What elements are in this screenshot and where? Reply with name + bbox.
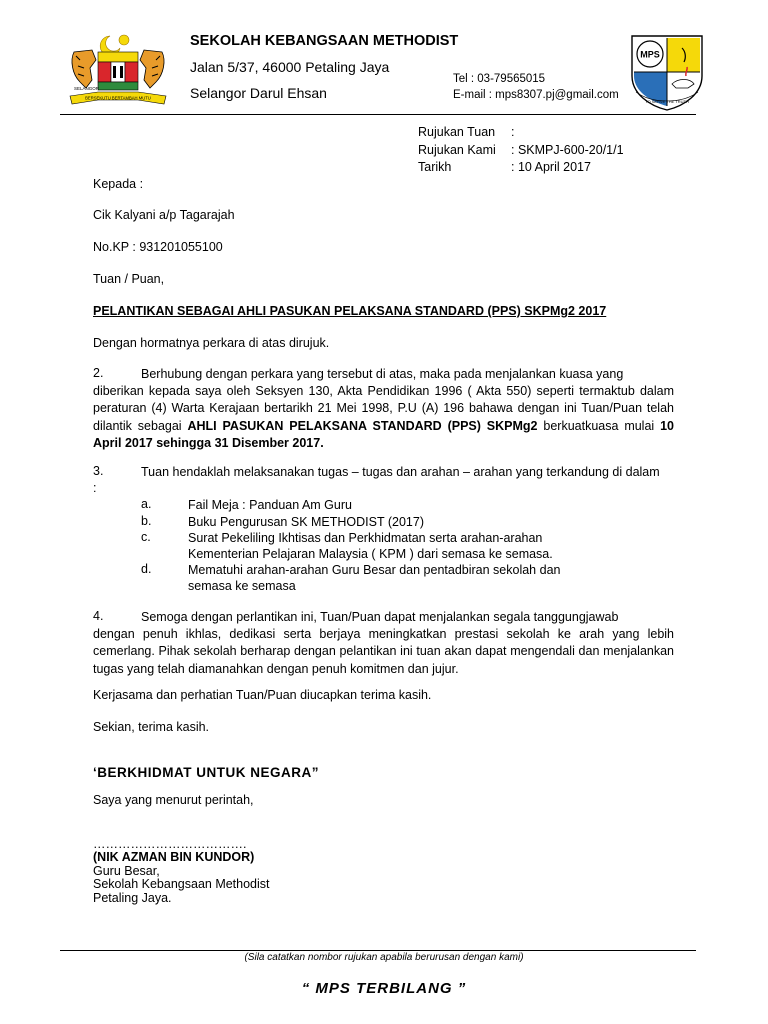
thanks-line: Kerjasama dan perhatian Tuan/Puan diucapkan terima kasih.: [93, 688, 432, 702]
paragraph-2-body: [93, 383, 674, 453]
intro-line: Dengan hormatnya perkara di atas dirujuk.: [93, 336, 330, 350]
list-item-continuation: Kementerian Pelajaran Malaysia ( KPM ) dari semasa ke semasa.: [188, 547, 553, 561]
service-motto: ‘BERKHIDMAT UNTUK NEGARA”: [93, 765, 319, 780]
paragraph-4-lead: Semoga dengan perlantikan ini, Tuan/Puan dapat menjalankan segala tanggungjawab: [141, 610, 619, 624]
letter-subject: PELANTIKAN SEBAGAI AHLI PASUKAN PELAKSANA STANDARD (PPS) SKPMg2 2017: [93, 304, 607, 318]
school-crest-emblem: [628, 32, 706, 112]
address-line-1: Jalan 5/37, 46000 Petaling Jaya: [190, 59, 390, 75]
date-value: : 10 April 2017: [511, 160, 591, 174]
school-name: SEKOLAH KEBANGSAAN METHODIST: [190, 33, 459, 49]
school-crest-ribbon: TO SERVE THE TRUTH: [645, 99, 689, 104]
list-item: Fail Meja : Panduan Am Guru: [188, 498, 352, 512]
reference-value: : SKMPJ-600-20/1/1: [511, 143, 624, 157]
list-item: Mematuhi arahan-arahan Guru Besar dan pentadbiran sekolah dan: [188, 563, 561, 577]
header-divider: [60, 114, 696, 115]
paragraph-number: 2.: [93, 366, 104, 380]
email-address: E-mail : mps8307.pj@gmail.com: [453, 89, 619, 101]
list-item: Buku Pengurusan SK METHODIST (2017): [188, 515, 424, 529]
paragraph-number: 3.: [93, 464, 104, 478]
signature-line: ……………………………….: [93, 837, 247, 851]
appointment-period: 10 April 2017 sehingga 31 Disember 2017.: [93, 418, 674, 451]
left-emblem-tag: SELANGOR: [74, 86, 100, 91]
left-emblem-ribbon-text: BERSEKUTU BERTAMBAH MUTU: [85, 95, 151, 101]
list-item-letter: c.: [141, 530, 151, 544]
signer-location: Petaling Jaya.: [93, 891, 172, 905]
appointment-title: AHLI PASUKAN PELAKSANA STANDARD (PPS) SKPMg2: [187, 418, 538, 433]
list-item-letter: d.: [141, 562, 152, 576]
signer-school: Sekolah Kebangsaan Methodist: [93, 877, 270, 891]
reference-label: Rujukan Kami: [418, 143, 496, 157]
recipient-name: Cik Kalyani a/p Tagarajah: [93, 208, 235, 222]
school-crest-initials: MPS: [640, 49, 660, 60]
paragraph-3-lead: Tuan hendaklah melaksanakan tugas – tugas dan arahan – arahan yang terkandung di dalam: [141, 465, 660, 479]
state-crest-emblem: [66, 30, 170, 110]
footer-motto: “ MPS TERBILANG ”: [301, 980, 467, 997]
footer-divider: [60, 950, 696, 951]
date-label: Tarikh: [418, 160, 452, 174]
paragraph-number: 4.: [93, 609, 104, 623]
telephone: Tel : 03-79565015: [453, 73, 546, 85]
list-item: Surat Pekeliling Ikhtisas dan Perkhidmatan serta arahan-arahan: [188, 531, 543, 545]
list-item-letter: a.: [141, 497, 152, 511]
salutation: Tuan / Puan,: [93, 272, 165, 286]
paragraph-4-body: dengan penuh ikhlas, dedikasi serta berjaya meningkatkan prestasi sekolah ke arah yang lebih cemerlang. Pihak sekolah berharap dengan pelantikan ini tuan akan dapat mengendali dan menjalankan tugas yang telah diamanahkan dengan penuh komitmen dan jujur.: [93, 627, 674, 676]
signer-name: (NIK AZMAN BIN KUNDOR): [93, 850, 255, 864]
reference-label: Rujukan Tuan: [418, 125, 496, 139]
signer-title: Guru Besar,: [93, 864, 160, 878]
list-item-continuation: semasa ke semasa: [188, 579, 296, 593]
kepada-label: Kepada :: [93, 177, 144, 191]
sekian-line: Sekian, terima kasih.: [93, 720, 210, 734]
address-line-2: Selangor Darul Ehsan: [190, 85, 327, 101]
list-item-letter: b.: [141, 514, 152, 528]
paragraph-2-mid: berkuatkuasa mulai: [537, 418, 661, 433]
reference-value: :: [511, 125, 515, 139]
paragraph-3-colon: :: [93, 481, 97, 495]
paragraph-2-lead: Berhubung dengan perkara yang tersebut di atas, maka pada menjalankan kuasa yang: [141, 367, 624, 381]
footer-note: (Sila catatkan nombor rujukan apabila berurusan dengan kami): [244, 952, 524, 963]
recipient-ic: No.KP : 931201055100: [93, 240, 223, 254]
paragraph-2-text: diberikan kepada saya oleh Seksyen 130, Akta Pendidikan 1996 ( Akta 550) seperti termaktub dalam peraturan (4) Warta Kerajaan bertarikh 21 Mei 1998, P.U (A) 196 bahawa dengan ini Tuan/Puan telah dilantik sebagai: [93, 384, 674, 433]
yours-faithfully: Saya yang menurut perintah,: [93, 793, 254, 807]
